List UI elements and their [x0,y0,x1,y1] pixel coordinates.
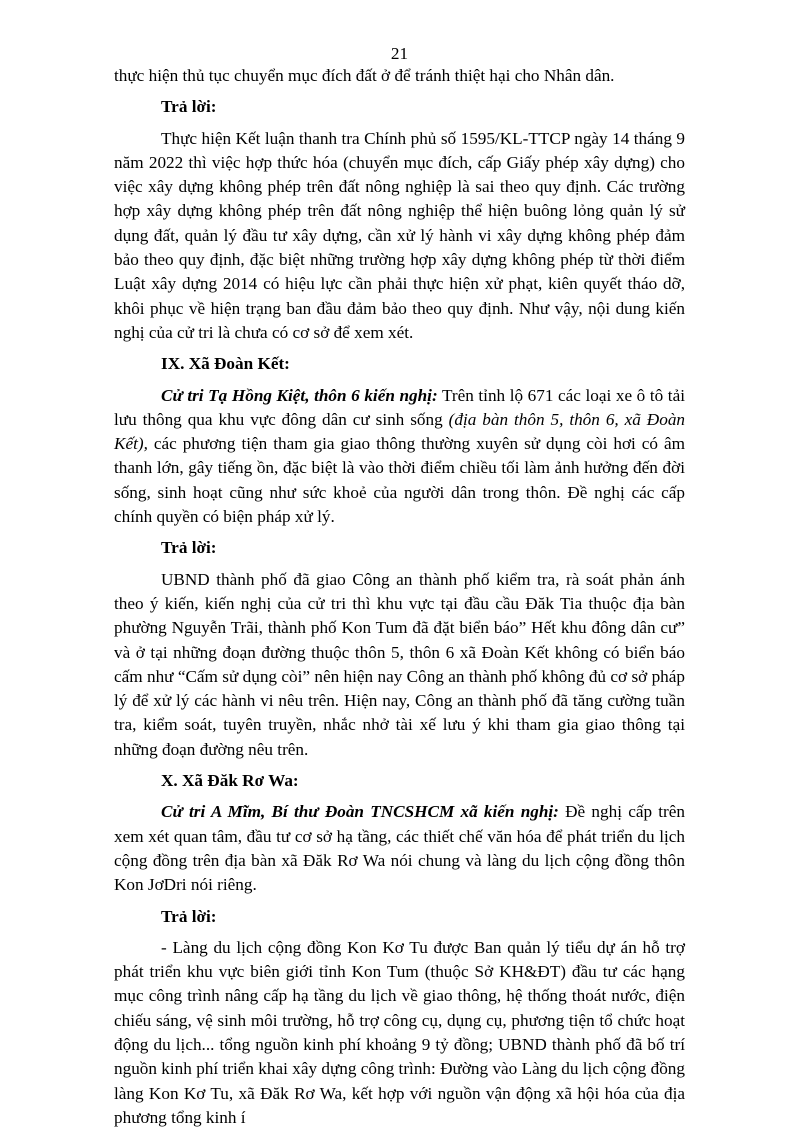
section-ix-answer: UBND thành phố đã giao Công an thành phố kiểm tra, rà soát phản ánh theo ý kiến, kiến nghị của cử tri thì khu vực tại đầu cầu Đăk Tia thuộc địa bàn phường Nguyễn Trãi, thành phố Kon Tum đã đặt biển báo” Hết khu đông dân cư” và ở tại những đoạn đường thuộc thôn 5, thôn 6 xã Đoàn Kết không có biển báo cấm như “Cấm sử dụng còi” nên hiện nay Công an thành phố không đủ cơ sở pháp lý để xử lý các hành vi nêu trên. Hiện nay, Công an thành phố đã tăng cường tuần tra, kiểm soát, tuyên truyền, nhắc nhở tài xế lưu ý khi tham gia giao thông tại những đoạn đường nêu trên. [114,569,685,759]
section-x-petition [114,800,685,897]
document-page [114,44,685,1130]
page-number: 21 [390,44,409,63]
section-x-answer: - Làng du lịch cộng đồng Kon Kơ Tu được Ban quản lý tiểu dự án hỗ trợ phát triển khu vực biên giới tỉnh Kon Tum (thuộc Sở KH&ĐT) đầu tư các hạng mục công trình nâng cấp hạ tầng du lịch về giao thông, hệ thống thoát nước, điện chiếu sáng, vệ sinh môi trường, hỗ trợ công cụ, dụng cụ, phương tiện tổ chức hoạt động du lịch... tổng nguồn kinh phí khoảng 9 tỷ đồng; UBND thành phố đã bố trí nguồn kinh phí triển khai xây dựng công trình: Đường vào Làng du lịch cộng đồng làng Kon Kơ Tu, xã Đăk Rơ Wa, kết hợp với nguồn vận động xã hội hóa của địa phương tổng kinh í [114,937,685,1127]
answer-paragraph-1: Thực hiện Kết luận thanh tra Chính phủ số 1595/KL-TTCP ngày 14 tháng 9 năm 2022 thì việc hợp thức hóa (chuyển mục đích, cấp Giấy phép xây dựng) cho việc xây dựng không phép trên đất nông nghiệp là sai theo quy định. Các trường hợp xây dựng không phép trên đất nông nghiệp thể hiện buông lỏng quản lý sử dụng đất, quản lý đầu tư xây dựng, cần xử lý hành vi xây dựng không phép đảm bảo theo quy định, đặc biệt những trường hợp xây dựng không phép từ thời điểm Luật xây dựng 2014 có hiệu lực cần phải thực hiện xử phạt, kiên quyết tháo dỡ, khôi phục về hiện trạng ban đầu đảm bảo theo quy định. Như vậy, nội dung kiến nghị của cử tri là chưa có cơ sở để xem xét. [114,128,685,342]
section-ix-text-b: các phương tiện tham gia giao thông thường xuyên sử dụng còi hơi có âm thanh lớn, gây tiếng ồn, đặc biệt là vào thời điểm chiều tối làm ảnh hưởng đến đời sống, sinh hoạt cũng như sức khoẻ của người dân trong thôn. Đề nghị các cấp chính quyền có biện pháp xử lý. [114,434,685,527]
section-ix-text-a: Trên tỉnh lộ 671 các loại xe ô tô tải lưu thông qua khu vực đông dân cư sinh sống [114,385,685,429]
section-ix-petition [114,384,685,530]
answer-label-2: Trả lời: [161,538,217,558]
section-ix-voter: Cử tri Tạ Hồng Kiệt, thôn 6 kiến nghị: [161,385,438,405]
section-ix-heading: IX. Xã Đoàn Kết: [161,354,290,374]
answer-label-3: Trả lời: [161,906,217,926]
intro-line: thực hiện thủ tục chuyển mục đích đất ở để tránh thiệt hại cho Nhân dân. [114,66,615,85]
section-x-heading: X. Xã Đăk Rơ Wa: [161,771,299,791]
section-x-voter: Cử tri A Mĩm, Bí thư Đoàn TNCSHCM xã kiến nghị: [161,802,559,822]
section-ix-text-italic: (địa bàn thôn 5, thôn 6, xã Đoàn Kết), [114,409,686,454]
answer-label-1: Trả lời: [161,97,217,117]
section-x-text: Đề nghị cấp trên xem xét quan tâm, đầu tư cơ sở hạ tầng, các thiết chế văn hóa để phát triển du lịch cộng đồng trên địa bàn xã Đăk Rơ Wa nói chung và làng du lịch cộng đồng thôn Kon JơDri nói riêng. [114,802,686,895]
